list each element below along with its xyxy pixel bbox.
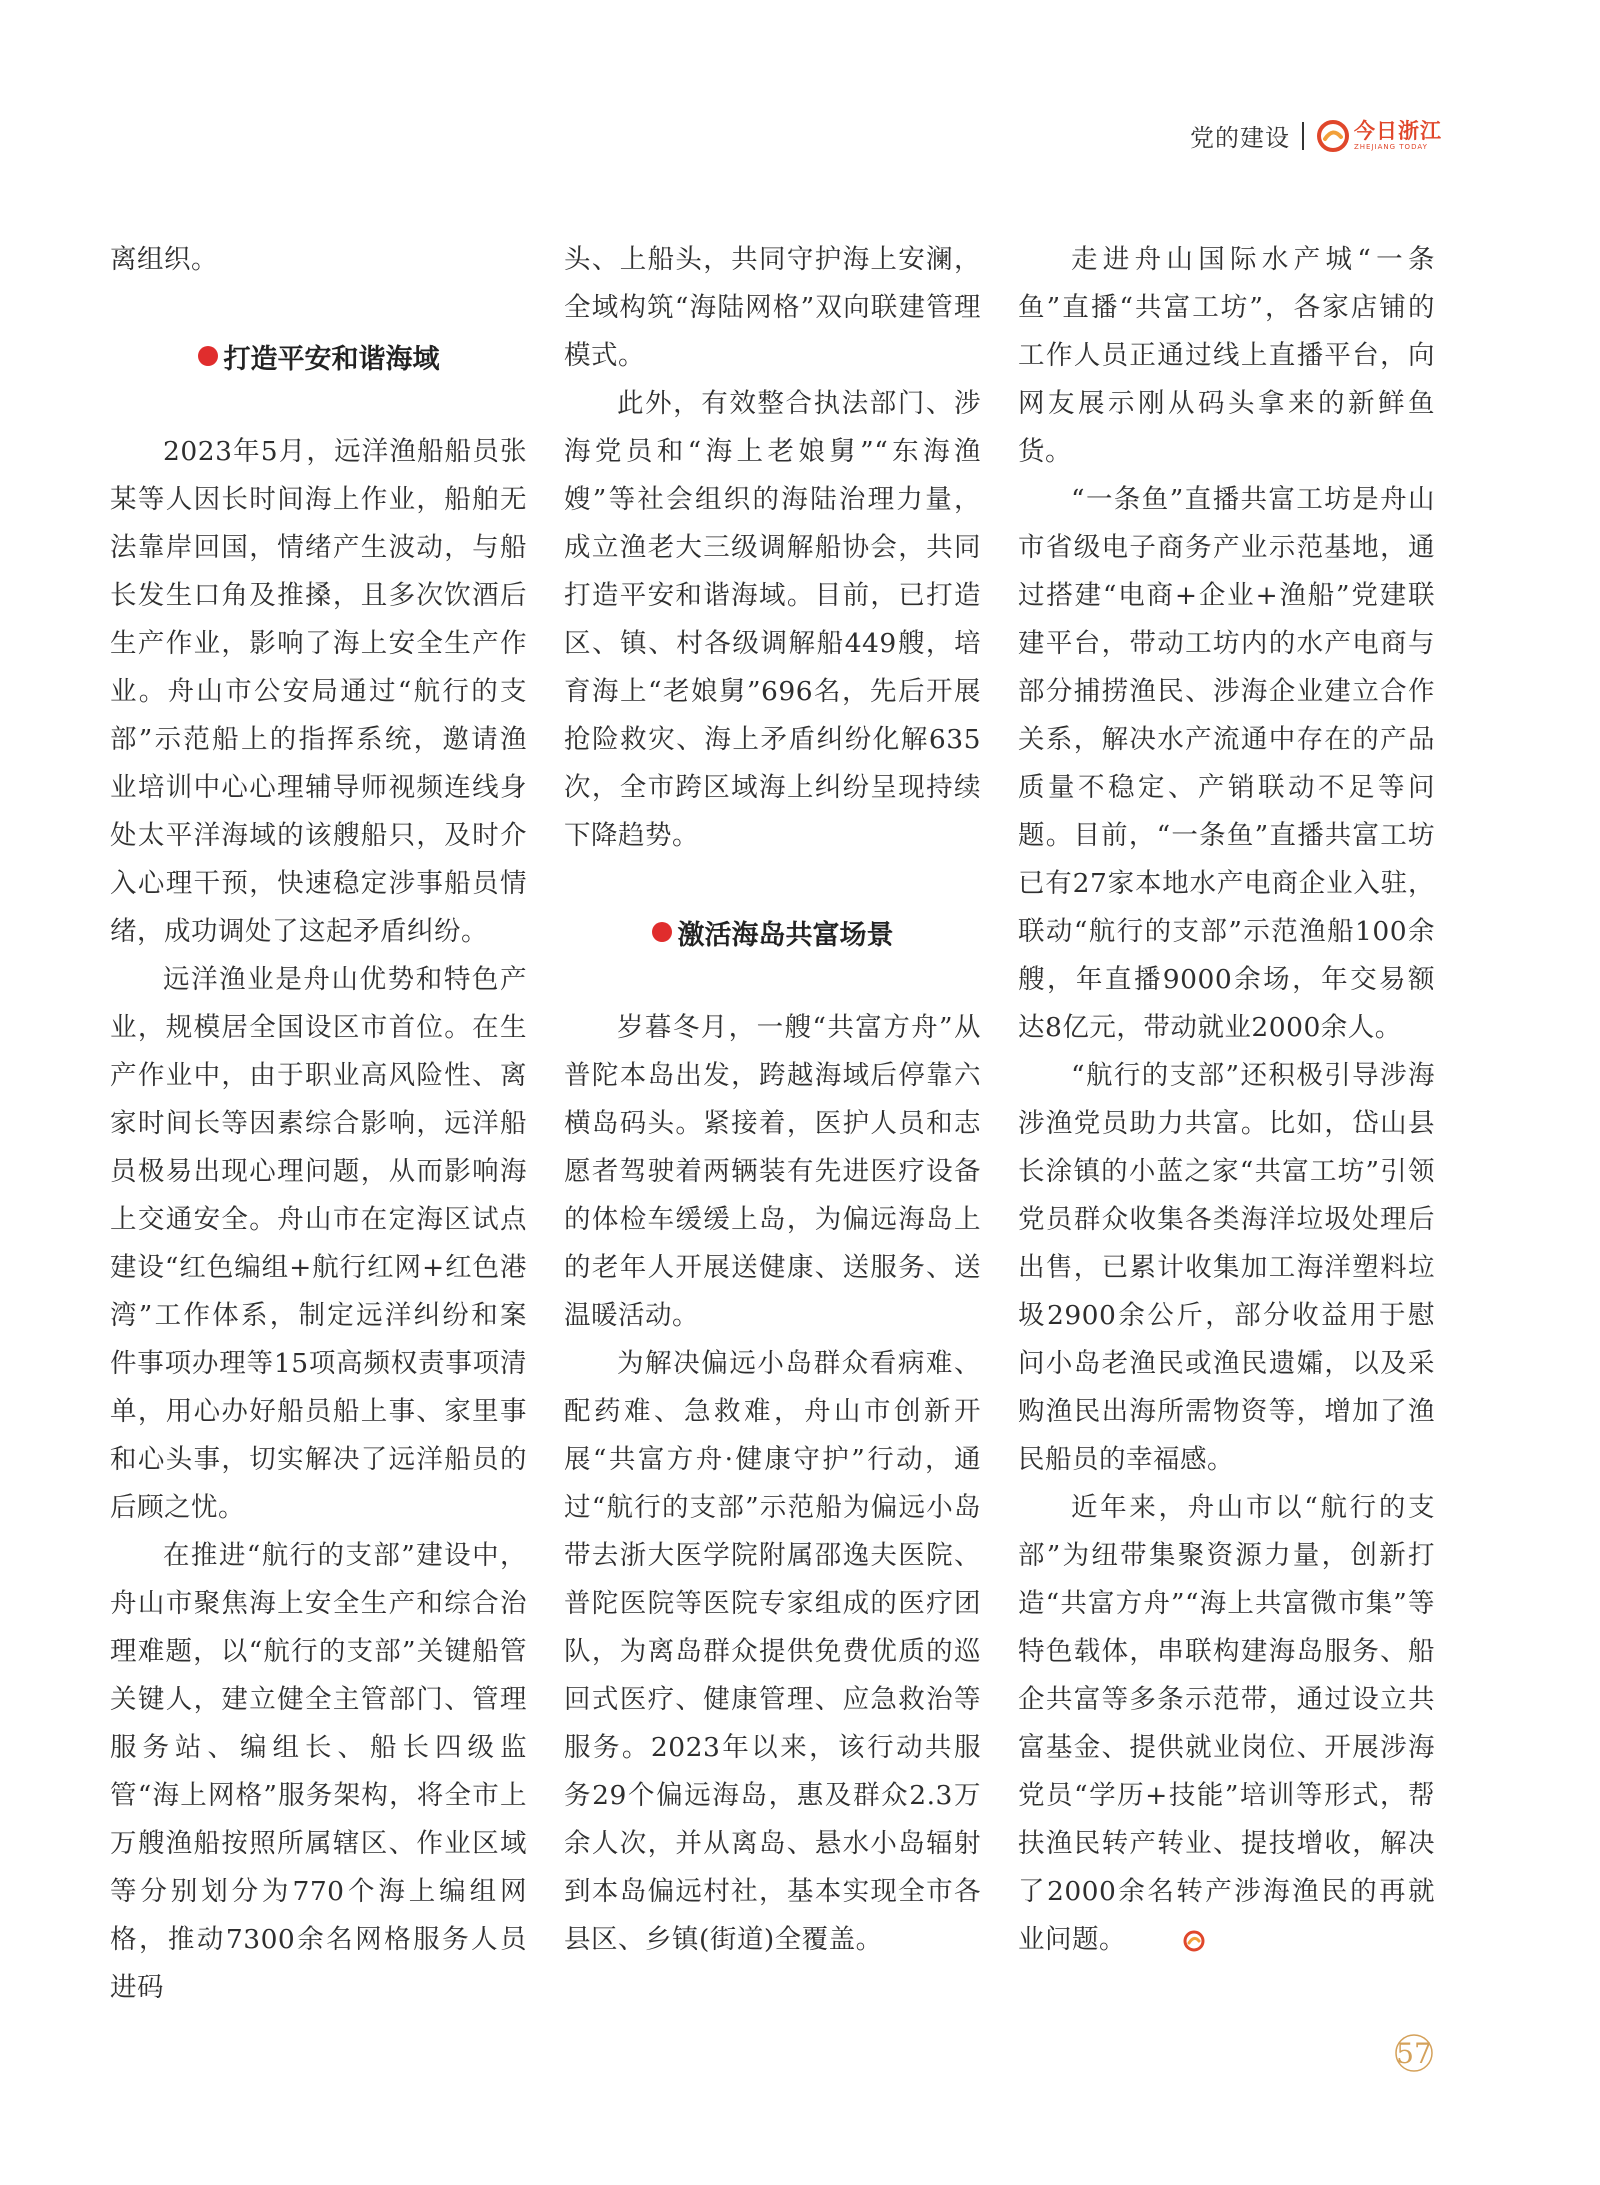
section-heading-text: 激活海岛共富场景: [677, 919, 894, 951]
brand-text: [1354, 118, 1442, 151]
paragraph: 离组织。: [110, 244, 218, 275]
page-number: [1394, 2033, 1434, 2073]
section-heading-text: 打造平安和谐海域: [223, 343, 440, 375]
end-mark-icon: [1130, 1920, 1205, 1968]
red-dot-icon: [652, 922, 672, 942]
spacer: [564, 860, 981, 908]
brand-name-en: ZHEJIANG TODAY: [1354, 142, 1428, 151]
brand-name: 今日浙江: [1354, 118, 1442, 143]
brand-logo: [1316, 119, 1442, 153]
paragraph: 此外，有效整合执法部门、涉海党员和“海上老娘舅”“东海渔嫂”等社会组织的海陆治理力量，成立渔老大三级调解船协会，共同打造平安和谐海域。目前，已打造区、镇、村各级调解船449艘，培育海上“老娘舅”696名，先后开展抢险救灾、海上矛盾纠纷化解635次，全市跨区域海上纠纷呈现持续下降趋势。: [564, 388, 981, 851]
article-body: [110, 236, 1435, 2003]
column-2: [564, 236, 981, 1996]
zhejiang-today-logo-icon: [1316, 119, 1350, 153]
column-1: [110, 236, 527, 2003]
page-header: [1190, 118, 1442, 153]
paragraph: “航行的支部”还积极引导涉海涉渔党员助力共富。比如，岱山县长涂镇的小蓝之家“共富工坊”引领党员群众收集各类海洋垃圾处理后出售，已累计收集加工海洋塑料垃圾2900余公斤，部分收益用于慰问小岛老渔民或渔民遗孀，以及采购渔民出海所需物资等，增加了渔民船员的幸福感。: [1018, 1060, 1435, 1475]
paragraph: 头、上船头，共同守护海上安澜，全域构筑“海陆网格”双向联建管理模式。: [564, 244, 981, 371]
section-name: 党的建设: [1190, 124, 1290, 152]
paragraph: 岁暮冬月，一艘“共富方舟”从普陀本岛出发，跨越海域后停靠六横岛码头。紧接着，医护人员和志愿者驾驶着两辆装有先进医疗设备的体检车缓缓上岛，为偏远海岛上的老年人开展送健康、送服务、送温暖活动。: [564, 1012, 981, 1331]
spacer: [110, 380, 527, 428]
paragraph-text: 近年来，舟山市以“航行的支部”为纽带集聚资源力量，创新打造“共富方舟”“海上共富微市集”等特色载体，串联构建海岛服务、船企共富等多条示范带，通过设立共富基金、提供就业岗位、开展涉海党员“学历+技能”培训等形式，帮扶渔民转产转业、提技增收，解决了2000余名转产涉海渔民的再就业问题。: [1018, 1492, 1435, 1955]
page-number-text: 57: [1396, 2036, 1432, 2070]
column-3: [1018, 236, 1435, 1996]
red-dot-icon: [198, 346, 218, 366]
section-heading: [564, 908, 981, 956]
paragraph: [1018, 1484, 1435, 1968]
section-heading: [110, 332, 527, 380]
spacer: [564, 956, 981, 1004]
paragraph: 为解决偏远小岛群众看病难、配药难、急救难，舟山市创新开展“共富方舟·健康守护”行动，通过“航行的支部”示范船为偏远小岛带去浙大医学院附属邵逸夫医院、普陀医院等医院专家组成的医疗团队，为离岛群众提供免费优质的巡回式医疗、健康管理、应急救治等服务。2023年以来，该行动共服务29个偏远海岛，惠及群众2.3万余人次，并从离岛、悬水小岛辐射到本岛偏远村社，基本实现全市各县区、乡镇(街道)全覆盖。: [564, 1348, 981, 1955]
paragraph: 走进舟山国际水产城“一条鱼”直播“共富工坊”，各家店铺的工作人员正通过线上直播平台，向网友展示刚从码头拿来的新鲜鱼货。: [1018, 244, 1435, 467]
spacer: [110, 284, 527, 332]
header-divider: [1302, 122, 1304, 150]
paragraph: 远洋渔业是舟山优势和特色产业，规模居全国设区市首位。在生产作业中，由于职业高风险性、离家时间长等因素综合影响，远洋船员极易出现心理问题，从而影响海上交通安全。舟山市在定海区试点建设“红色编组+航行红网+红色港湾”工作体系，制定远洋纠纷和案件事项办理等15项高频权责事项清单，用心办好船员船上事、家里事和心头事，切实解决了远洋船员的后顾之忧。: [110, 964, 527, 1523]
paragraph: “一条鱼”直播共富工坊是舟山市省级电子商务产业示范基地，通过搭建“电商+企业+渔船”党建联建平台，带动工坊内的水产电商与部分捕捞渔民、涉海企业建立合作关系，解决水产流通中存在的产品质量不稳定、产销联动不足等问题。目前，“一条鱼”直播共富工坊已有27家本地水产电商企业入驻，联动“航行的支部”示范渔船100余艘，年直播9000余场，年交易额达8亿元，带动就业2000余人。: [1018, 484, 1435, 1043]
paragraph: 在推进“航行的支部”建设中，舟山市聚焦海上安全生产和综合治理难题，以“航行的支部”关键船管关键人，建立健全主管部门、管理服务站、编组长、船长四级监管“海上网格”服务架构，将全市上万艘渔船按照所属辖区、作业区域等分别划分为770个海上编组网格，推动7300余名网格服务人员进码: [110, 1540, 527, 2003]
paragraph: 2023年5月，远洋渔船船员张某等人因长时间海上作业，船舶无法靠岸回国，情绪产生波动，与船长发生口角及推搡，且多次饮酒后生产作业，影响了海上安全生产作业。舟山市公安局通过“航行的支部”示范船上的指挥系统，邀请渔业培训中心心理辅导师视频连线身处太平洋海域的该艘船只，及时介入心理干预，快速稳定涉事船员情绪，成功调处了这起矛盾纠纷。: [110, 436, 527, 947]
